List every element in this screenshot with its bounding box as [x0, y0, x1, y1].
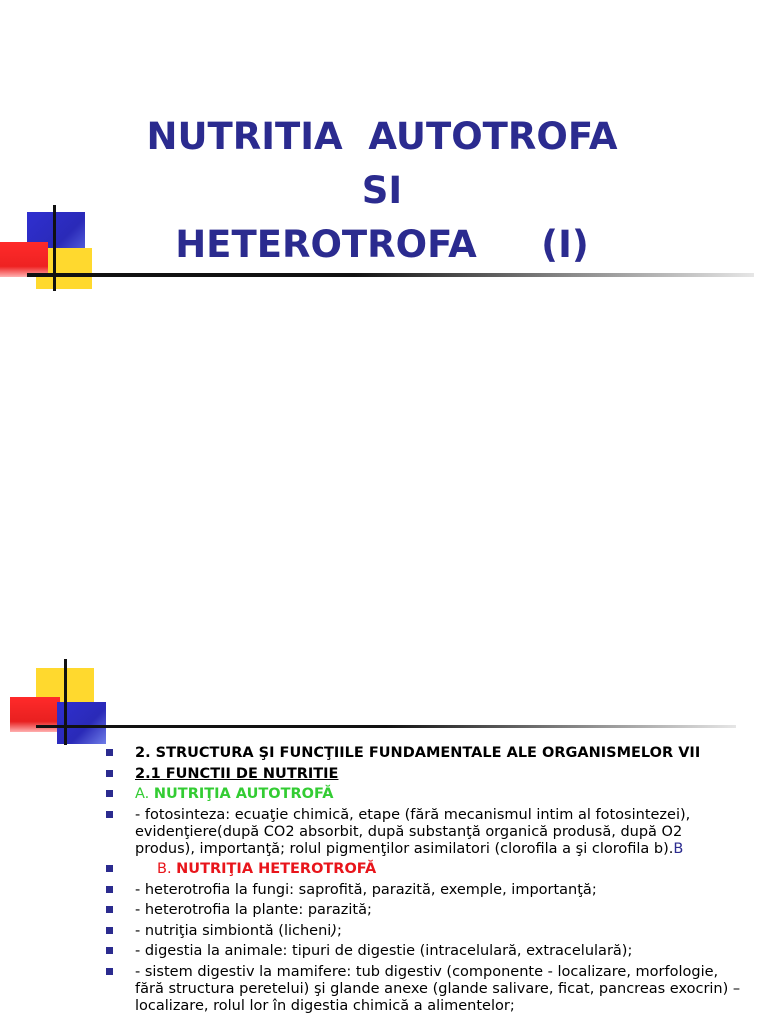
autotrophic-label: NUTRIŢIA AUTOTROFĂ	[153, 786, 334, 802]
item-text: - sistem digestiv la mamifere: tub digestiv (componente - localizare, morfologie, fără structura peretelui) şi glande anexe (glande salivare, ficat, pancreas exocrin) – localizare, rolul lor în digestia chimică a alimentelor;	[135, 963, 741, 1014]
list-item	[106, 807, 746, 858]
bullet-list	[106, 745, 746, 1018]
bullet-square-icon	[106, 906, 113, 913]
list-item	[106, 943, 746, 960]
item-suffix: B	[673, 840, 684, 857]
item-prefix: A.	[135, 786, 154, 802]
content-slide	[0, 650, 768, 1024]
item-text: - nutriţia simbiontă (licheni	[135, 922, 332, 939]
bullet-square-icon	[106, 947, 113, 954]
vertical-rule	[53, 205, 56, 291]
list-item	[106, 882, 746, 899]
section-heading: 2. STRUCTURA ŞI FUNCŢIILE FUNDAMENTALE ALE ORGANISMELOR VII	[135, 745, 701, 761]
bullet-square-icon	[106, 811, 113, 818]
list-item	[106, 745, 746, 762]
list-item	[106, 923, 746, 940]
list-item	[106, 861, 746, 878]
vertical-rule	[64, 659, 67, 745]
list-item	[106, 964, 746, 1015]
title-line-3: HETEROTROFA (I)	[175, 223, 589, 266]
list-item	[106, 902, 746, 919]
bullet-square-icon	[106, 968, 113, 975]
bullet-square-icon	[106, 865, 113, 872]
list-item	[106, 786, 746, 803]
bullet-square-icon	[106, 790, 113, 797]
item-text: - heterotrofia la plante: parazită;	[135, 902, 372, 918]
title-line-2: SI	[361, 169, 403, 212]
item-text: - fotosinteza: ecuaţie chimică, etape (fără mecanismul intim al fotosintezei), evidenţiere(după CO2 absorbit, după substanţă organică produsă, după O2 produs), importanţă; rolul pigmenţilor asimilatori (clorofila a şi clorofila b).	[135, 806, 691, 857]
bullet-square-icon	[106, 749, 113, 756]
bullet-square-icon	[106, 927, 113, 934]
item-italic: )	[331, 922, 337, 939]
heterotrophic-label: NUTRIŢIA HETEROTROFĂ	[176, 861, 377, 877]
horizontal-rule	[36, 725, 736, 728]
list-item	[106, 766, 746, 783]
item-text: - digestia la animale: tipuri de digestie (intracelulară, extracelulară);	[135, 943, 633, 959]
item-prefix: B.	[157, 861, 177, 877]
red-square-decoration	[0, 242, 48, 277]
bullet-square-icon	[106, 886, 113, 893]
horizontal-rule	[27, 273, 754, 277]
slide-title	[112, 110, 652, 272]
item-text: - heterotrofia la fungi: saprofită, parazită, exemple, importanţă;	[135, 881, 597, 898]
bullet-square-icon	[106, 770, 113, 777]
item-after: ;	[336, 922, 342, 939]
title-line-1: NUTRITIA AUTOTROFA	[146, 115, 618, 158]
subsection-heading: 2.1 FUNCTII DE NUTRITIE	[135, 765, 339, 782]
